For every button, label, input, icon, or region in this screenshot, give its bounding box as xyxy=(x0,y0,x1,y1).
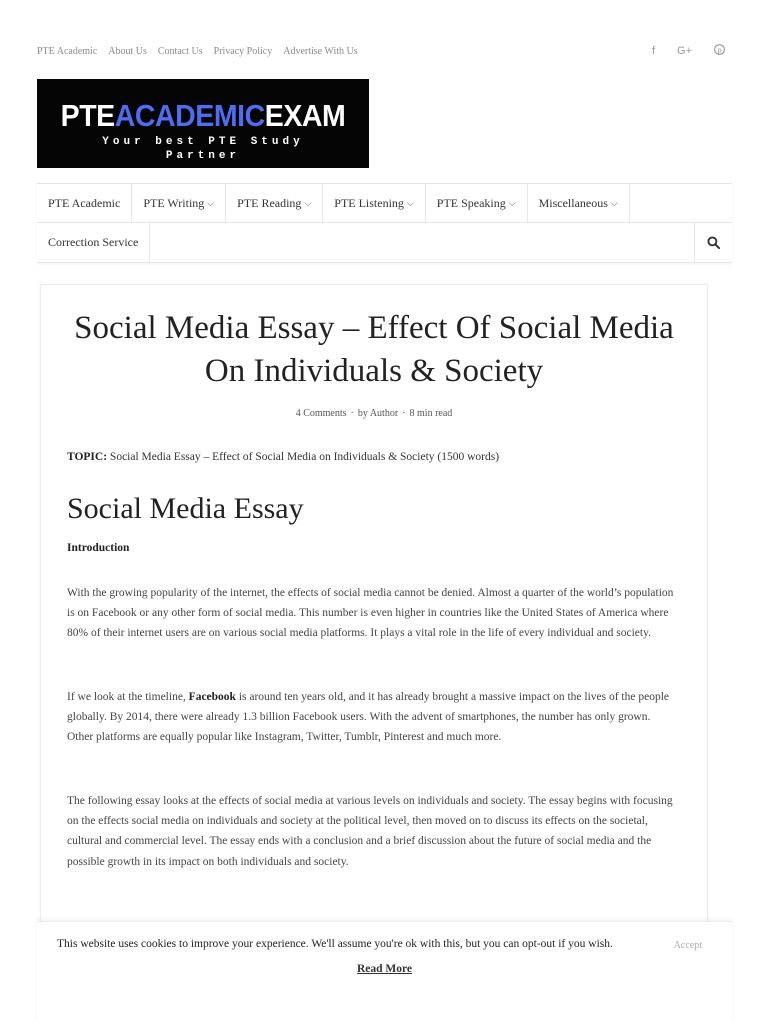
intro-label: Introduction xyxy=(67,542,130,554)
facebook-icon[interactable]: f xyxy=(651,45,656,57)
comments-link[interactable]: 4 Comments xyxy=(295,408,347,419)
search-button[interactable] xyxy=(694,223,732,262)
chevron-down-icon: ⌵ xyxy=(406,197,414,208)
nav-item-label: PTE Academic xyxy=(48,195,121,210)
nav-item-label: PTE Listening xyxy=(334,195,404,210)
cookie-message: This website uses cookies to improve your experience. We'll assume you're ok with this, but you can opt-out if you wish. xyxy=(57,938,613,950)
nav-item-miscellaneous[interactable] xyxy=(528,184,630,222)
top-bar xyxy=(37,42,731,60)
nav-item-pte-writing[interactable] xyxy=(132,184,226,222)
top-link-about-us[interactable]: About Us xyxy=(108,45,147,57)
nav-item-correction-service[interactable] xyxy=(37,223,150,262)
author-link[interactable]: by Author xyxy=(357,408,399,419)
article-title: Social Media Essay – Effect Of Social Media On Individuals & Society xyxy=(74,310,674,389)
chevron-down-icon: ⌵ xyxy=(207,197,215,208)
paragraph-2-end: is around ten years old, and it has already brought a massive impact on the lives of the people globally. By 2014, there were already 1.3 billion Facebook users. With the advent of smartphones, the number has only grown. Other platforms are equally popular like Instagram, Twitter, Tumblr, Pinterest and much more. xyxy=(67,691,669,744)
topic-text: Social Media Essay – Effect of Social Media on Individuals & Society (1500 words) xyxy=(107,451,500,463)
nav-item-label: PTE Reading xyxy=(237,195,302,210)
nav-item-label: PTE Writing xyxy=(143,195,205,210)
nav-item-pte-speaking[interactable] xyxy=(426,184,528,222)
article xyxy=(40,284,708,984)
nav-item-pte-academic[interactable] xyxy=(37,184,132,222)
meta-separator: · xyxy=(402,408,406,419)
paragraph-2-start: If we look at the timeline, xyxy=(67,691,189,703)
nav-item-label: Correction Service xyxy=(48,235,139,249)
read-time: 8 min read xyxy=(409,408,453,419)
nav-row-1 xyxy=(37,184,732,223)
nav-item-label: Miscellaneous xyxy=(538,195,608,210)
top-link-contact-us[interactable]: Contact Us xyxy=(157,45,203,57)
pinterest-icon[interactable] xyxy=(714,44,725,58)
logo-pte: PTE xyxy=(60,98,115,133)
article-meta xyxy=(41,408,707,419)
logo-tagline xyxy=(37,135,369,163)
site-logo[interactable] xyxy=(37,79,369,168)
cookie-banner xyxy=(37,921,732,1024)
paragraph-2 xyxy=(67,687,677,748)
logo-tagline-line1: Your best PTE Study xyxy=(102,136,304,148)
facebook-bold: Facebook xyxy=(188,691,236,703)
topic-label: TOPIC: xyxy=(67,451,108,463)
chevron-down-icon: ⌵ xyxy=(610,197,618,208)
top-link-pte-academic[interactable]: PTE Academic xyxy=(37,45,98,57)
read-more-link[interactable]: Read More xyxy=(356,963,413,975)
search-icon xyxy=(707,236,720,249)
logo-tagline-line2: Partner xyxy=(165,150,241,162)
chevron-down-icon: ⌵ xyxy=(304,197,312,208)
svg-text:p: p xyxy=(717,45,722,55)
article-topic xyxy=(67,451,499,463)
nav-item-label: PTE Speaking xyxy=(436,195,506,210)
google-plus-icon[interactable]: G+ xyxy=(677,45,692,57)
nav-item-pte-listening[interactable] xyxy=(323,184,426,222)
chevron-down-icon: ⌵ xyxy=(508,197,516,208)
logo-wordmark xyxy=(50,99,355,133)
paragraph-3: The following essay looks at the effects of social media at various levels on individuals and society. The essay begins with focusing on the effects social media on individuals and society at the political level, then moved on to discuss its effects on the societal, cultural and commercial level. The essay ends with a conclusion and a brief discussion about the future of social media and the possible growth in its impact on both individuals and society. xyxy=(67,795,673,868)
paragraph-1: With the growing popularity of the internet, the effects of social media cannot be denied. Almost a quarter of the world’s population is on Facebook or any other form of social media. This number is even higher in countries like the United States of America where 80% of their internet users are on various social media platforms. It plays a vital role in the life of every individual and society. xyxy=(67,587,674,640)
top-link-privacy-policy[interactable]: Privacy Policy xyxy=(213,45,273,57)
main-nav xyxy=(37,183,732,263)
nav-spacer xyxy=(150,223,694,262)
meta-separator: · xyxy=(350,408,354,419)
nav-spacer xyxy=(630,184,732,222)
section-heading: Social Media Essay xyxy=(67,492,304,525)
logo-academic: ACADEMIC xyxy=(114,98,265,133)
nav-row-2 xyxy=(37,223,732,262)
top-links xyxy=(37,46,358,57)
logo-exam: EXAM xyxy=(264,98,346,133)
accept-button[interactable]: Accept xyxy=(673,940,702,951)
top-link-advertise[interactable]: Advertise With Us xyxy=(283,45,358,57)
social-links xyxy=(652,44,731,58)
nav-item-pte-reading[interactable] xyxy=(226,184,323,222)
